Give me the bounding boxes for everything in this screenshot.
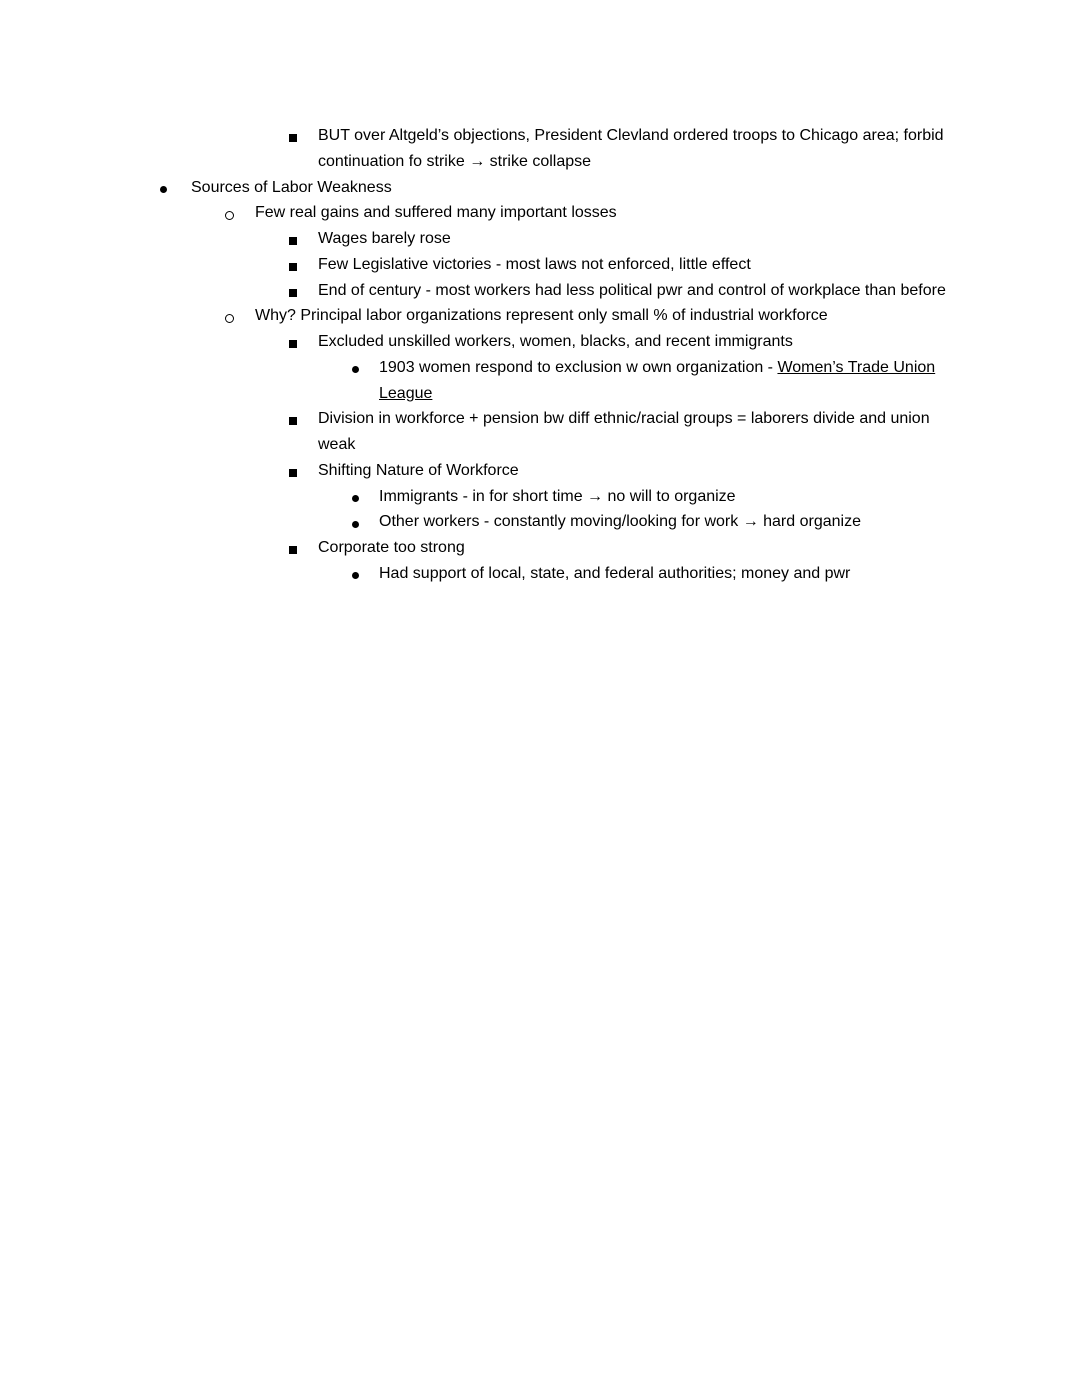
list-item [0,535,1080,561]
text-run: Had support of local, state, and federal authorities; money and pwr [379,564,851,582]
list-item [0,252,1080,278]
bullet-square-icon [289,289,297,297]
bullet-square-icon [289,237,297,245]
bullet-disc-icon [160,186,167,193]
list-item [0,458,1080,484]
bullet-disc-icon [352,521,359,528]
text-run: Division in workforce + pension bw diff ethnic/racial groups = laborers divide and union weak [318,410,930,453]
bullet-square-icon [289,469,297,477]
bullet-disc-icon [352,572,359,579]
text-run: Few Legislative victories - most laws not enforced, little effect [318,255,751,273]
text-run: 1903 women respond to exclusion w own organization - [379,358,778,376]
list-item [0,355,1080,407]
list-item [0,406,1080,458]
list-item [0,303,1080,329]
bullet-square-icon [289,263,297,271]
text-run: Few real gains and suffered many important losses [255,204,617,222]
list-item [0,329,1080,355]
list-item [0,226,1080,252]
list-item [0,484,1080,510]
text-run: End of century - most workers had less political pwr and control of workplace than before [318,281,946,299]
list-item [0,278,1080,304]
text-run: Sources of Labor Weakness [191,178,392,196]
text-run: Other workers - constantly moving/looking for work → hard organize [379,513,861,531]
list-item [0,123,1080,175]
bullet-square-icon [289,340,297,348]
bullet-circle-icon [225,314,234,323]
text-run: Shifting Nature of Workforce [318,461,519,479]
bullet-list [0,0,1080,587]
bullet-square-icon [289,134,297,142]
bullet-disc-icon [352,366,359,373]
text-run: Immigrants - in for short time → no will to organize [379,487,736,505]
text-run: Corporate too strong [318,539,465,556]
text-run: Wages barely rose [318,230,451,247]
list-item [0,561,1080,587]
text-run: Excluded unskilled workers, women, blacks, and recent immigrants [318,333,793,350]
list-item [0,509,1080,535]
text-run: BUT over Altgeld’s objections, President Clevland ordered troops to Chicago area; forbid continuation fo strike → strike collapse [318,127,944,170]
bullet-circle-icon [225,211,234,220]
text-run: Why? Principal labor organizations represent only small % of industrial workforce [255,307,828,325]
underlined-text: Women’s Trade Union League [379,358,936,402]
bullet-disc-icon [352,495,359,502]
list-item [0,200,1080,226]
bullet-square-icon [289,546,297,554]
list-item [0,175,1080,201]
bullet-square-icon [289,417,297,425]
